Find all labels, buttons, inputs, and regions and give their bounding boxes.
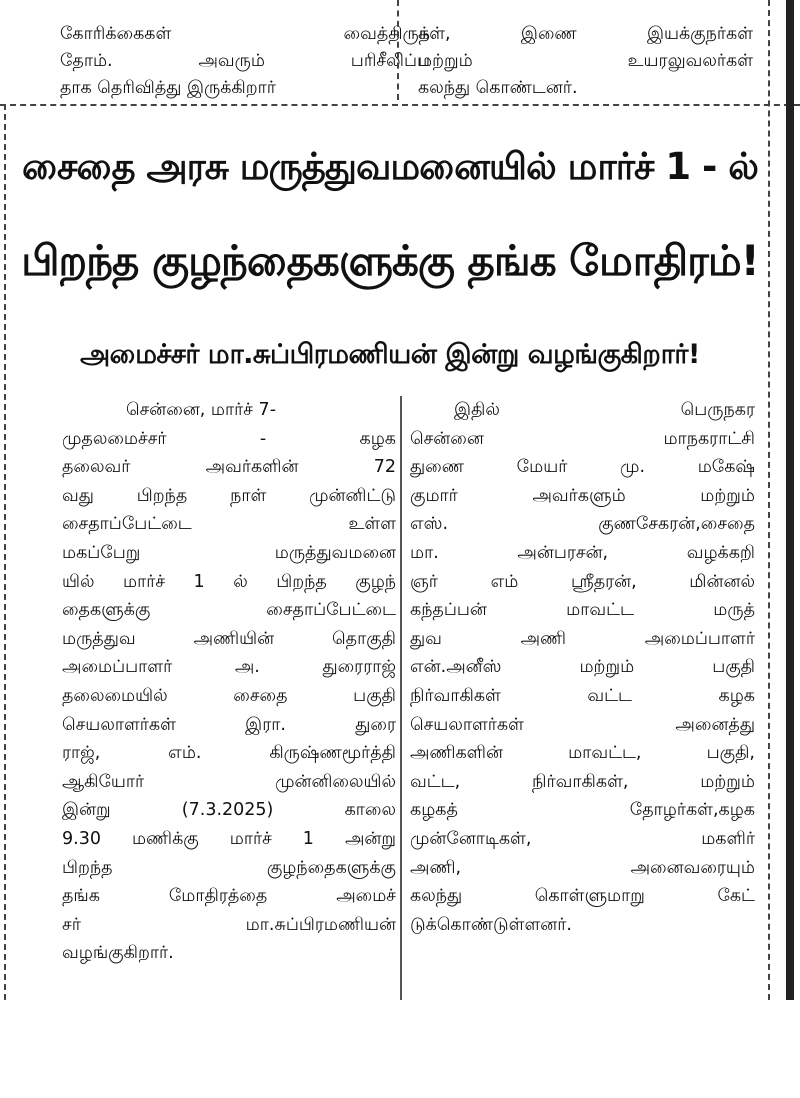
text-line: தைகளுக்கு சைதாப்பேட்டை [62,600,396,621]
text-line: அணி, அனைவரையும் [410,857,755,878]
text-line: ஆகியோர் முன்னிலையில் [62,771,396,792]
text-line: கோரிக்கைகள் வைத்திருந் [60,24,430,44]
column-divider [400,396,402,1000]
headline-line-2: பிறந்த குழந்தைகளுக்கு தங்க மோதிரம்! [21,236,759,285]
text-line: 9.30 மணிக்கு மார்ச் 1 அன்று [62,828,396,849]
text-line: நிர்வாகிகள் வட்ட கழக [410,685,755,706]
text-line: தலைமையில் சைதை பகுதி [62,685,396,706]
text-line: எஸ். குணசேகரன்,சைதை [410,514,755,535]
text-line: முதலமைச்சர் - கழக [62,428,396,449]
text-line: அணிகளின் மாவட்ட, பகுதி, [410,743,755,764]
text-line: இதில் பெருநகர [454,400,755,420]
text-line: செயலாளர்கள் அனைத்து [410,714,755,735]
column-divider [397,0,399,100]
headline-line-1: சைதை அரசு மருத்துவமனையில் மார்ச் 1 - ல் [21,145,759,188]
text-line: கலந்து கொள்ளுமாறு கேட் [410,886,755,907]
text-line: ராஜ், எம். கிருஷ்ணமூர்த்தி [62,743,396,764]
text-line: கலந்து கொண்டனர். [418,78,578,98]
text-line: கள், இணை இயக்குநர்கள் [418,24,753,44]
text-line: முன்னோடிகள், மகளிர் [410,828,755,849]
text-line: வது பிறந்த நாள் முன்னிட்டு [62,485,396,506]
text-line: கழகத் தோழர்கள்,கழக [410,800,755,821]
text-line: பிறந்த குழந்தைகளுக்கு [62,857,396,878]
text-line: மருத்துவ அணியின் தொகுதி [62,628,396,649]
text-line: வட்ட, நிர்வாகிகள், மற்றும் [410,771,755,792]
text-line: வழங்குகிறார். [62,943,174,964]
text-line: அமைப்பாளர் அ. துரைராஜ் [62,657,396,678]
text-line: துவ அணி அமைப்பாளர் [410,628,755,649]
text-line: மற்றும் உயரலுவலர்கள் [418,51,753,71]
text-line: மகப்பேறு மருத்துவமனை [62,542,396,563]
text-line: டுக்கொண்டுள்ளனர். [410,914,572,935]
frame-border-left [4,104,6,1000]
text-line: யில் மார்ச் 1 ல் பிறந்த குழந் [62,571,396,592]
text-line: சர் மா.சுப்பிரமணியன் [62,914,396,935]
text-line: சைதாப்பேட்டை உள்ள [62,514,396,535]
text-line: தாக தெரிவித்து இருக்கிறார் [60,78,276,98]
text-line: கந்தப்பன் மாவட்ட மருத் [410,600,755,621]
frame-edge [786,0,794,1000]
text-line: இன்று (7.3.2025) காலை [62,800,396,821]
text-line: தங்க மோதிரத்தை அமைச் [62,886,396,907]
text-line: மா. அன்பரசன், வழக்கறி [410,542,755,563]
text-line: குமார் அவர்களும் மற்றும் [410,485,755,506]
article-right-column [410,396,755,939]
section-divider [0,104,800,106]
previous-article-left-column [60,0,430,102]
frame-border-right [768,0,770,1000]
text-line: சென்னை மாநகராட்சி [410,428,755,449]
text-line: தோம். அவரும் பரிசீலிப்ப [60,51,430,71]
text-line: தலைவர் அவர்களின் 72 [62,457,396,478]
text-line: சென்னை, மார்ச் 7- [126,400,277,420]
text-line: துணை மேயர் மு. மகேஷ் [410,457,755,478]
text-line: என்.அனீஸ் மற்றும் பகுதி [410,657,755,678]
text-line: ஞர் எம் ஸ்ரீதரன், மின்னல் [410,571,755,592]
article-left-column [62,396,396,968]
previous-article-right-column [418,0,753,102]
text-line: செயலாளர்கள் இரா. துரை [62,714,396,735]
subheadline: அமைச்சர் மா.சுப்பிரமணியன் இன்று வழங்குகிறார்! [80,339,700,370]
